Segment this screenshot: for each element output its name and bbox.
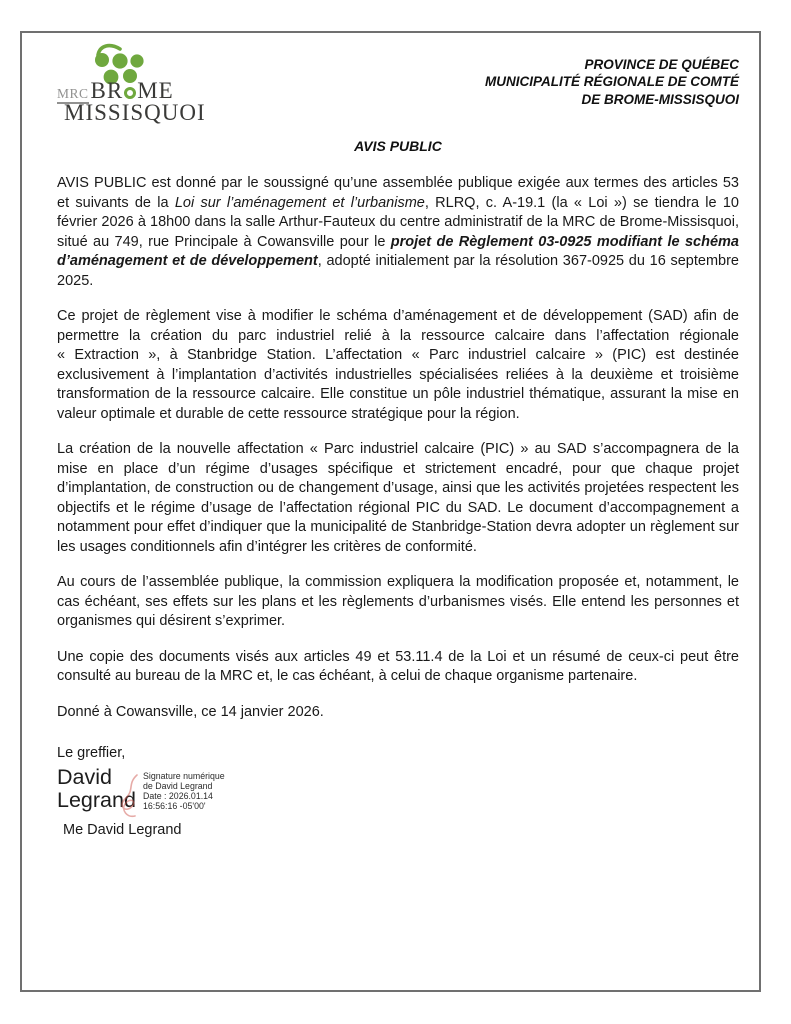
paragraph-project-purpose: Ce projet de règlement vise à modifier le schéma d’aménagement et de développement (SAD) afin de permettre la création du parc industriel relié à la ressource calcaire dans l’affectation régionale « Extraction », à Stanbridge Station. L’affectation « Parc industriel calcaire » (PIC) est destinée exclusivement à l’implantation d’activités industrielles spécialisées reliées à la deuxième et troisième transformation de la ressource calcaire. Elle constitue un pôle industriel thématique, assurant la mise en valeur optimale et durable de cette ressource stratégique pour la région.: [57, 308, 739, 422]
document-page: [20, 31, 761, 992]
logo-mrc-text: MRC: [57, 86, 89, 104]
signature-details: Signature numérique de David Legrand Date : 2026.01.14 16:56:16 -05'00': [143, 770, 225, 811]
document-header: [57, 42, 739, 128]
logo-o-ring-icon: [124, 87, 136, 99]
signature-name: David Legrand: [57, 764, 136, 812]
paragraph-pic-regime: La création de la nouvelle affectation « Parc industriel calcaire (PIC) » au SAD s’accompagnera de la mise en place d’un régime d’usages spécifique et strictement encadré, pour que chaque projet d’implantation, de construction ou de changement d’usage, ainsi que les activités projetées respectent les objectifs et le régime d’usage de l’affectation régional PIC du SAD. Le document d’accompagnement a notamment pour effet d’indiquer que la municipalité de Stanbridge-Station devra adopter un règlement sur les usages conditionnels afin d’intégrer les critères de conformité.: [57, 441, 739, 555]
paragraph-commission: Au cours de l’assemblée publique, la commission expliquera la modification proposée et, notamment, le cas échéant, ses effets sur les plans et les règlements d’urbanismes visés. Elle entend les personnes et organismes qui désirent s’exprimer.: [57, 574, 739, 629]
notice-body: [57, 174, 739, 840]
signatory-role: Le greffier,: [57, 745, 126, 761]
signatory-name: Me David Legrand: [63, 821, 182, 838]
logo-brome-text: BR ME: [90, 78, 174, 103]
page-title: AVIS PUBLIC: [354, 138, 442, 154]
digital-signature-block: [57, 766, 739, 812]
paragraph-assembly-notice: AVIS PUBLIC est donné par le soussigné qu’une assemblée publique exigée aux termes des articles 53 et suivants de la Loi sur l’aménagement et l’urbanisme, RLRQ, c. A-19.1 (la « Loi ») se tiendra le 10 février 2026 à 18h00 dans la salle Arthur-Fauteux du centre administratif de la MRC de Brome-Missisquoi, situé au 749, rue Principale à Cowansville pour le projet de Règlement 03-0925 modifiant le schéma d’aménagement et de développement, adopté initialement par la résolution 367-0925 du 16 septembre 2025.: [57, 175, 739, 289]
logo-missisquoi-text: MISSISQUOI: [64, 100, 206, 125]
paragraph-documents: Une copie des documents visés aux articles 49 et 53.11.4 de la Loi et un résumé de ceux-ci peut être consulté au bureau de la MRC et, le cas échéant, à celui de chaque organisme partenaire.: [57, 648, 739, 684]
dateline: Donné à Cowansville, ce 14 janvier 2026.: [57, 703, 324, 720]
jurisdiction-header: PROVINCE DE QUÉBEC MUNICIPALITÉ RÉGIONALE DE COMTÉ DE BROME-MISSISQUOI: [484, 57, 739, 107]
signature-flourish-icon: [113, 772, 147, 824]
mrc-brome-missisquoi-logo: [57, 42, 287, 128]
